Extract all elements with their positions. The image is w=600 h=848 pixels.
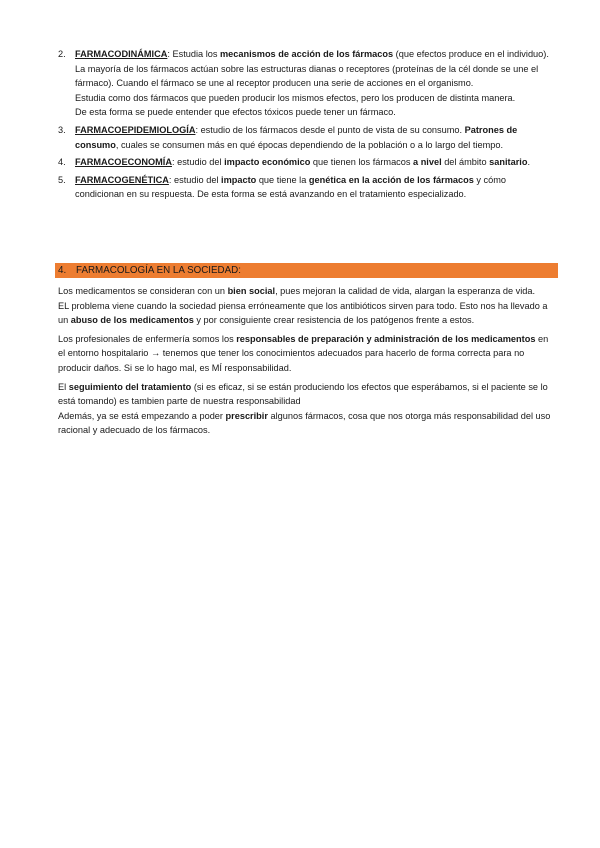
numbered-list (58, 47, 550, 205)
list-number: 4. (58, 157, 66, 168)
paragraph: La mayoría de los fármacos actúan sobre las estructuras dianas o receptores (proteínas de la cél donde se une el fármaco). Cuando el fármaco se une al receptor producen una serie de acciones en el organismo. (75, 63, 539, 89)
paragraph: Los medicamentos se consideran con un bien social, pues mejoran la calidad de vida, alargan la esperanza de vida. EL problema viene cuando la sociedad piensa erróneamente que los antibióticos sirven para todo. Esto nos ha llevado a un abuso de los medicamentos y por consiguiente crear resistencia de los patógenos frente a estos. (58, 286, 548, 326)
term-farmacoepidemiologia: FARMACOEPIDEMIOLOGÍA (75, 124, 196, 135)
section-title: FARMACOLOGÍA EN LA SOCIEDAD: (76, 265, 241, 276)
paragraph: Los profesionales de enfermería somos los responsables de preparación y administración de los medicamentos en el entorno hospitalario → tenemos que tener los conocimientos adecuados para hacerlo de forma correcta para no producir daños. Si se lo hago mal, es MÍ responsabilidad. (58, 333, 549, 373)
list-number: 5. (58, 174, 66, 185)
paragraph: De esta forma se puede entender que efectos tóxicos puede tener un fármaco. (75, 107, 396, 118)
term-farmacoeconomia: FARMACOECONOMÍA (75, 157, 172, 168)
list-number: 2. (58, 49, 66, 59)
list-item-farmacoepidemiologia: 3. FARMACOEPIDEMIOLOGÍA: estudio de los fármacos desde el punto de vista de su consumo. Patrones de consumo, cuales se consumen más en qué épocas dependiendo de la población o a lo largo del tiempo. (58, 123, 550, 152)
list-number: 3. (58, 124, 66, 135)
section-body (58, 284, 552, 442)
section-heading (55, 263, 558, 278)
paragraph: Estudia como dos fármacos que pueden producir los mismos efectos, pero los producen de distinta manera. (75, 92, 516, 103)
list-item-farmacogenetica: 5. FARMACOGENÉTICA: estudio del impacto que tiene la genética en la acción de los fármacos y cómo condicionan en su respuesta. De esta forma se está avanzando en el tratamiento especializado. (58, 173, 550, 202)
section-number: 4. (58, 265, 67, 276)
term-farmacodinamica: FARMACODINÁMICA (75, 49, 168, 59)
list-item-farmacodinamica: 2. FARMACODINÁMICA: Estudia los mecanismos de acción de los fármacos (que efectos produce en el individuo). La mayoría de los fármacos actúan sobre las estructuras dianas o receptores (proteínas de la cél donde se une el fármaco). Cuando el fármaco se une al receptor producen una serie de acciones en el organismo. Estudia como dos fármacos que pueden producir los mismos efectos, pero los producen de distinta manera. De esta forma se puede entender que efectos tóxicos puede tener un fármaco. (58, 47, 550, 120)
paragraph: El seguimiento del tratamiento (si es eficaz, si se están produciendo los efectos que esperábamos, si el paciente se lo está tomando) es tambien parte de nuestra responsabilidad Además, ya se está empezando a poder prescribir algunos fármacos, cosa que nos otorga más responsabilidad del uso racional y adecuado de los fármacos. (58, 381, 551, 436)
term-farmacogenetica: FARMACOGENÉTICA (75, 174, 169, 185)
list-item-farmacoeconomia: 4. FARMACOECONOMÍA: estudio del impacto económico que tienen los fármacos a nivel del ámbito sanitario. (58, 155, 550, 170)
